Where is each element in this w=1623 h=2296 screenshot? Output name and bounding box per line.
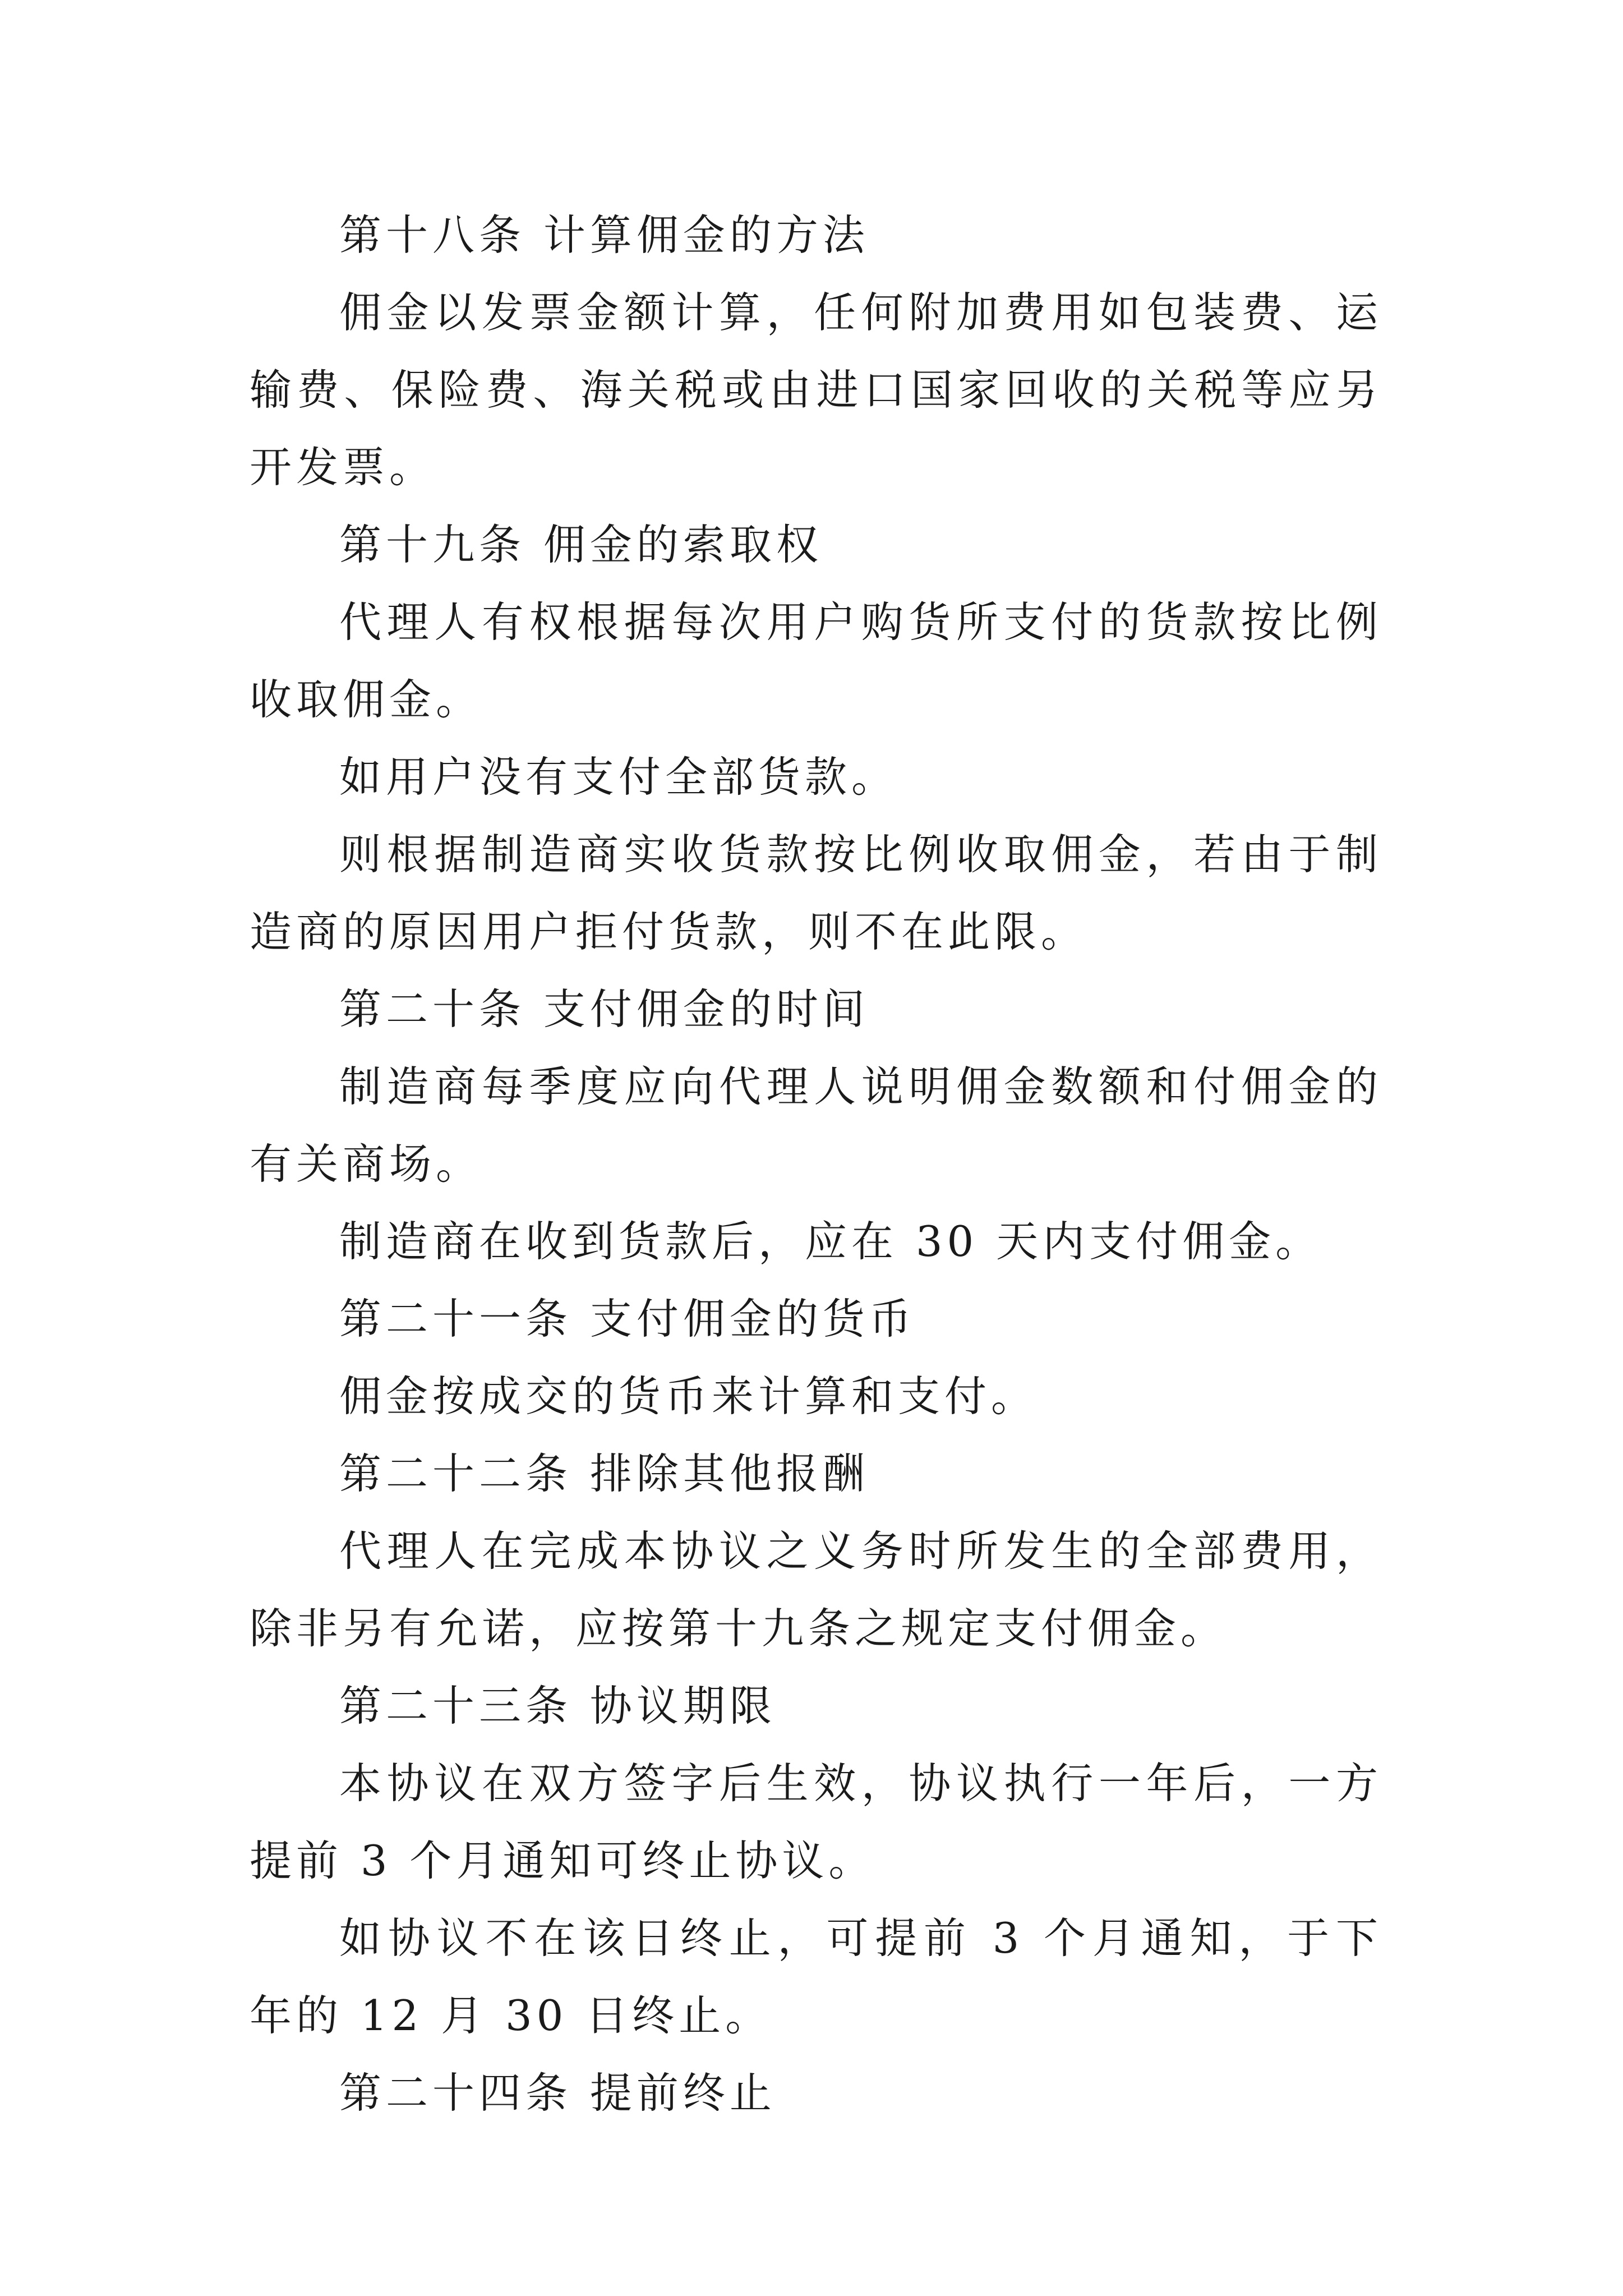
article-20-body-1: 制造商每季度应向代理人说明佣金数额和付佣金的有关商场。 xyxy=(250,1062,1382,1189)
article-18-heading: 第十八条 计算佣金的方法 xyxy=(339,210,869,260)
article-21-body: 佣金按成交的货币来计算和支付。 xyxy=(339,1372,1038,1421)
article-22-body: 代理人在完成本协议之义务时所发生的全部费用，除非另有允诺，应按第十九条之规定支付佣金。 xyxy=(250,1526,1382,1653)
article-19-heading: 第十九条 佣金的索取权 xyxy=(339,520,823,569)
article-24-heading: 第二十四条 提前终止 xyxy=(339,2068,776,2118)
article-20-body-2: 制造商在收到货款后，应在 30 天内支付佣金。 xyxy=(339,1217,1322,1266)
article-21-heading: 第二十一条 支付佣金的货币 xyxy=(339,1294,916,1343)
article-20-heading: 第二十条 支付佣金的时间 xyxy=(339,984,869,1034)
article-23-body-2: 如协议不在该日终止，可提前 3 个月通知，于下年的 12 月 30 日终止。 xyxy=(250,1913,1382,2040)
article-23-body-1: 本协议在双方签字后生效，协议执行一年后，一方提前 3 个月通知可终止协议。 xyxy=(250,1759,1382,1885)
article-22-heading: 第二十二条 排除其他报酬 xyxy=(339,1449,869,1498)
article-19-body-3: 则根据制造商实收货款按比例收取佣金，若由于制造商的原因用户拒付货款，则不在此限。 xyxy=(250,830,1382,956)
document-body xyxy=(250,196,1382,2132)
article-19-body-2: 如用户没有支付全部货款。 xyxy=(339,752,898,802)
article-23-heading: 第二十三条 协议期限 xyxy=(339,1681,776,1731)
article-19-body-1: 代理人有权根据每次用户购货所支付的货款按比例收取佣金。 xyxy=(250,597,1382,724)
article-18-body: 佣金以发票金额计算，任何附加费用如包装费、运输费、保险费、海关税或由进口国家回收的关税等应另开发票。 xyxy=(250,288,1382,492)
